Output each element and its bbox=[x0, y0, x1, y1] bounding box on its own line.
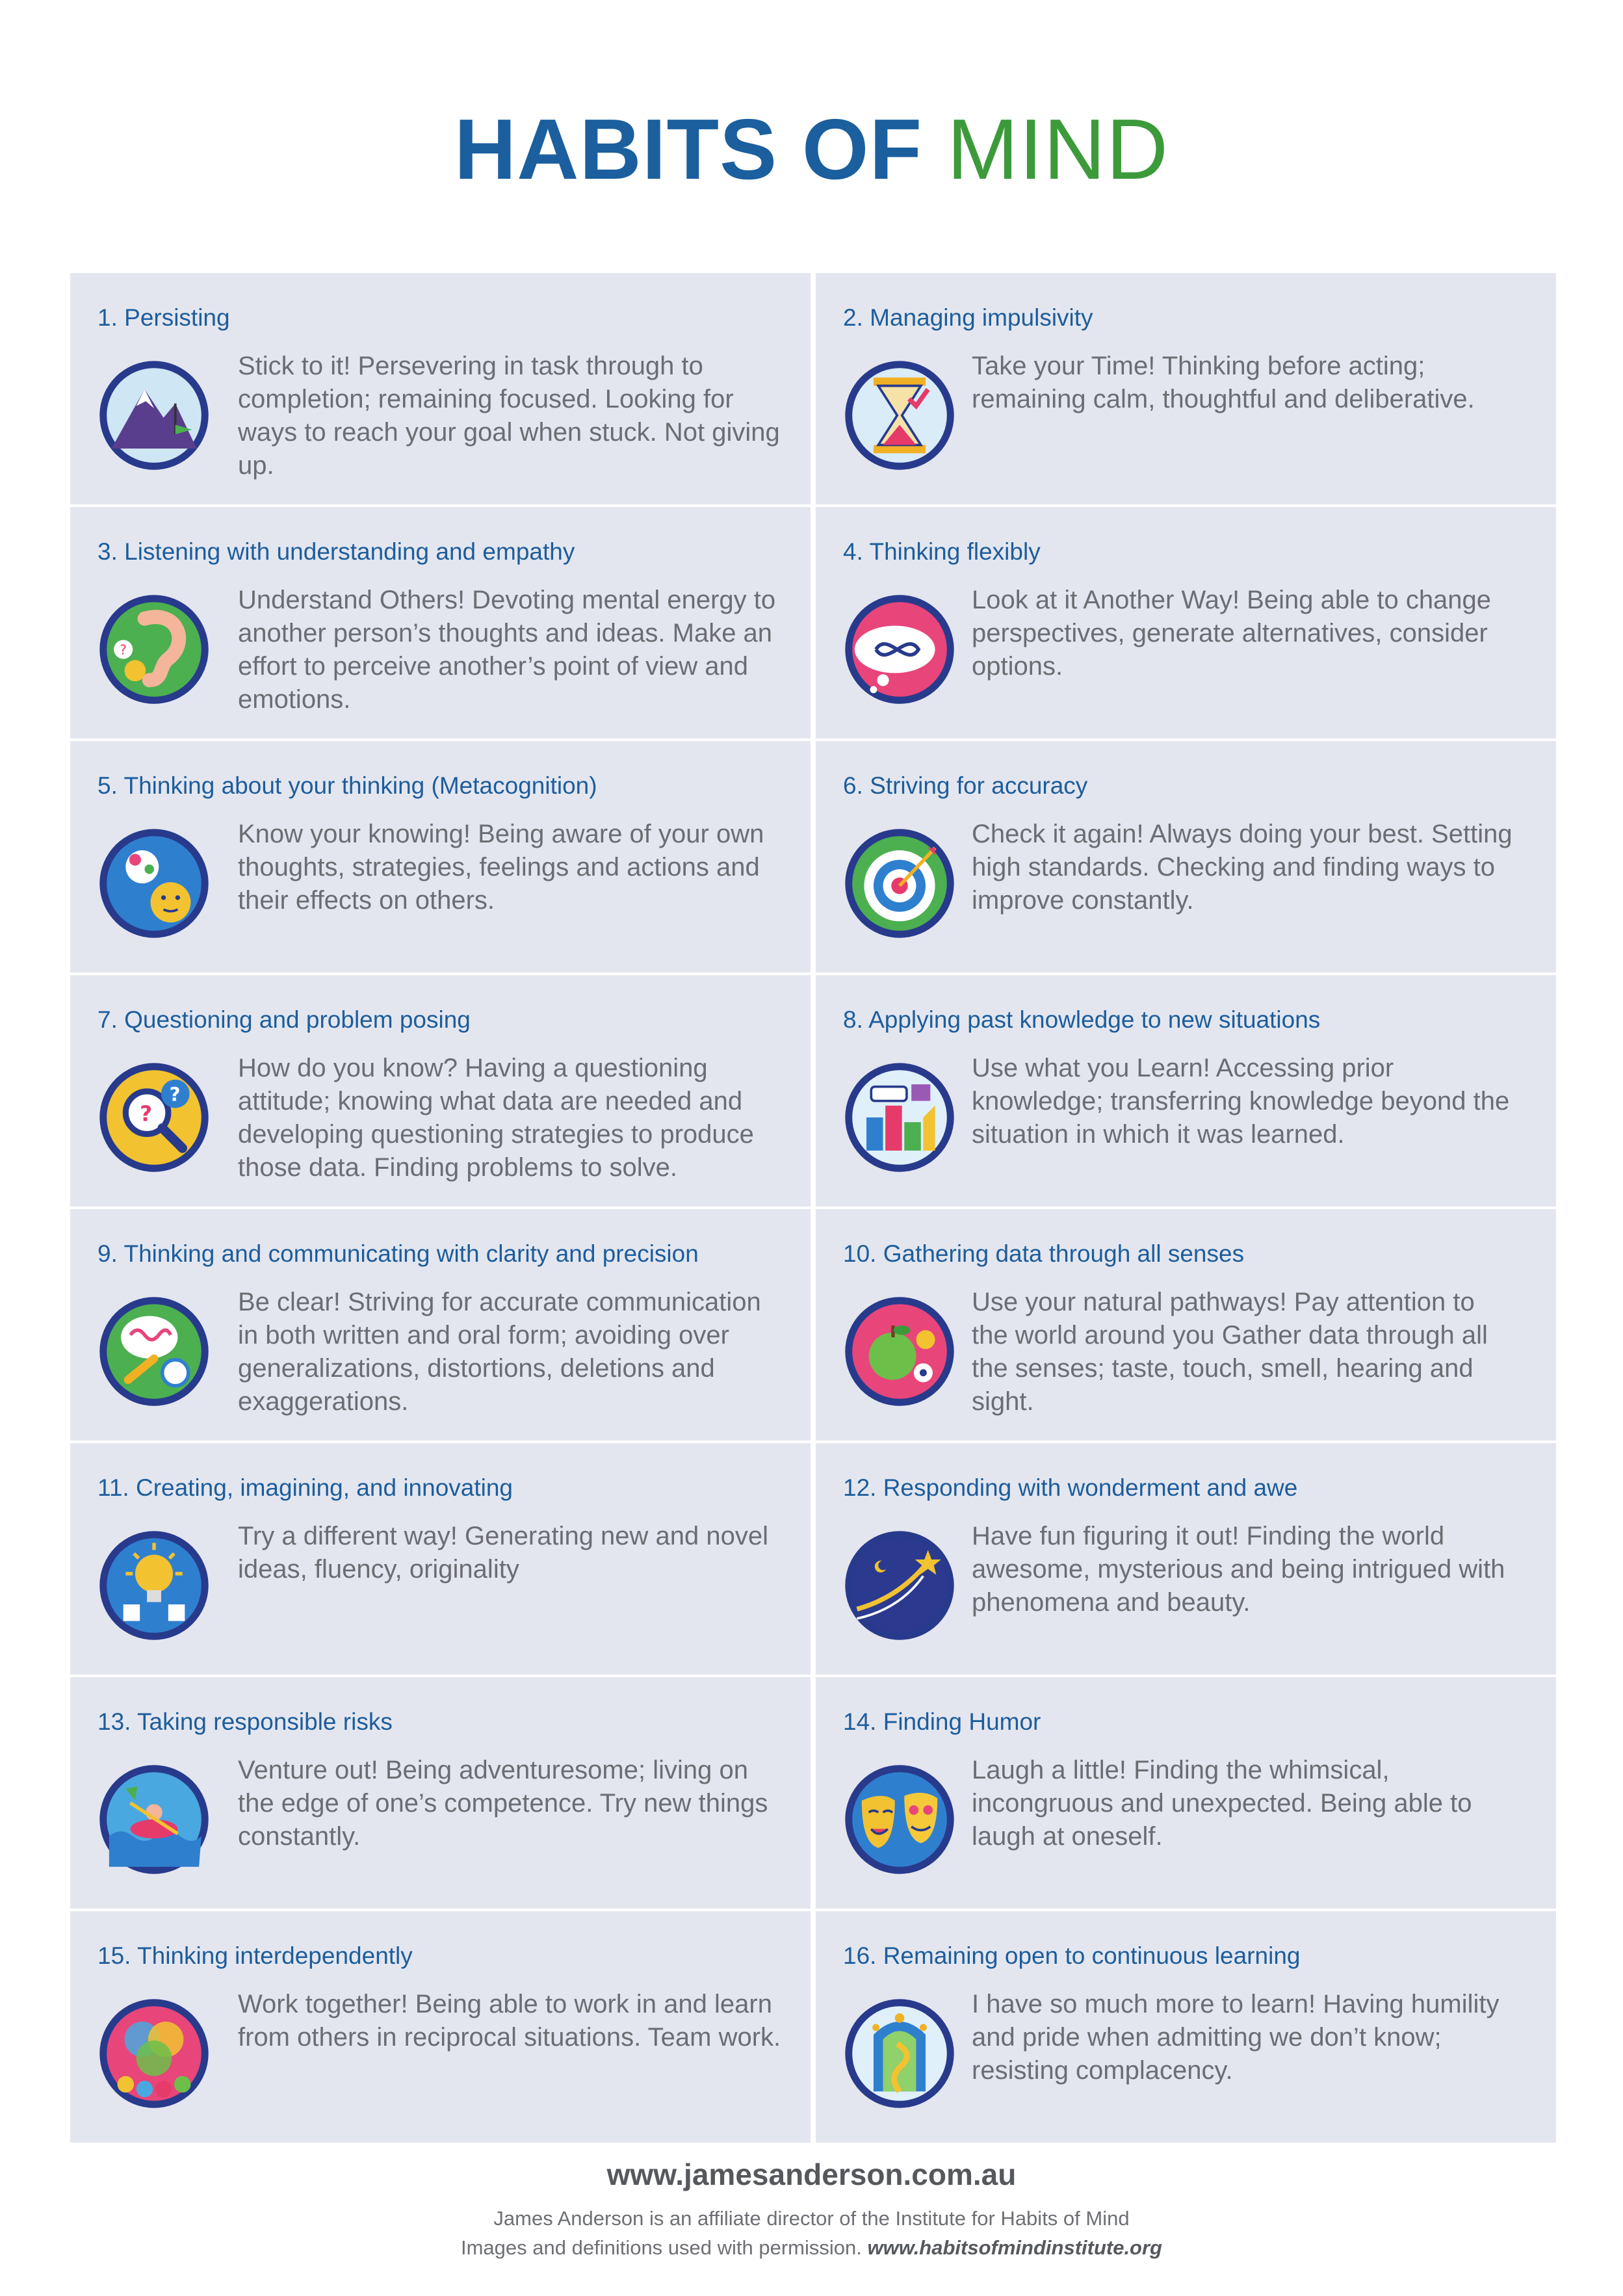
svg-text:?: ? bbox=[120, 642, 127, 658]
svg-text:?: ? bbox=[169, 1083, 181, 1106]
rafting-icon bbox=[95, 1760, 213, 1879]
title-part-habits-of: HABITS OF bbox=[454, 101, 923, 197]
title-part-mind: MIND bbox=[946, 101, 1169, 197]
habit-description: Use your natural pathways! Pay attention to the world around you Gather data through all the senses; taste, touch, smell, hearing and sight. bbox=[972, 1288, 1488, 1416]
habit-heading: 15. Thinking interdependently bbox=[97, 1942, 413, 1969]
building-blocks-icon bbox=[840, 1058, 959, 1177]
habit-heading: 9. Thinking and communicating with clarity and precision bbox=[97, 1240, 699, 1267]
habit-card-continuous-learning bbox=[816, 1911, 1556, 2143]
habit-heading: 1. Persisting bbox=[97, 304, 230, 331]
habit-heading: 2. Managing impulsivity bbox=[843, 304, 1093, 331]
habit-card-thinking-flexibly bbox=[816, 507, 1556, 738]
habit-card-listening-with-empathy bbox=[70, 507, 811, 738]
habit-description: Work together! Being able to work in and learn from others in reciprocal situations. Team work. bbox=[238, 1990, 781, 2052]
habit-description: Have fun figuring it out! Finding the world awesome, mysterious and being intrigued with phenomena and beauty. bbox=[972, 1522, 1505, 1617]
habit-heading: 5. Thinking about your thinking (Metacognition) bbox=[97, 772, 597, 799]
habit-description: Laugh a little! Finding the whimsical, incongruous and unexpected. Being able to laugh at oneself. bbox=[972, 1756, 1472, 1851]
habit-heading: 16. Remaining open to continuous learning bbox=[843, 1942, 1301, 1969]
habit-card-persisting bbox=[70, 273, 811, 504]
habit-heading: 8. Applying past knowledge to new situations bbox=[843, 1006, 1321, 1033]
habit-card-striving-for-accuracy bbox=[816, 741, 1556, 972]
masks-icon bbox=[840, 1760, 959, 1879]
brain-pencil-icon bbox=[95, 1292, 213, 1411]
habit-card-managing-impulsivity bbox=[816, 273, 1556, 504]
habit-heading: 4. Thinking flexibly bbox=[843, 538, 1041, 565]
habit-description: Understand Others! Devoting mental energy to another person’s thoughts and ideas. Make an effort to perceive another’s point of view and emotions. bbox=[238, 586, 776, 714]
habit-description: Look at it Another Way! Being able to change perspectives, generate alternatives, consider options. bbox=[972, 586, 1492, 681]
habit-description: I have so much more to learn! Having humility and pride when admitting we don’t know; resisting complacency. bbox=[972, 1990, 1500, 2085]
svg-text:?: ? bbox=[140, 1101, 153, 1127]
habit-heading: 14. Finding Humor bbox=[843, 1708, 1041, 1735]
habit-heading: 12. Responding with wonderment and awe bbox=[843, 1474, 1298, 1501]
habit-card-clarity-and-precision bbox=[70, 1209, 811, 1441]
page-title bbox=[0, 98, 1623, 202]
mountain-flag-icon bbox=[95, 356, 213, 475]
habit-description: How do you know? Having a questioning attitude; knowing what data are needed and developing questioning strategies to produce those data. Finding problems to solve. bbox=[238, 1054, 754, 1182]
habit-card-wonderment-and-awe bbox=[816, 1443, 1556, 1675]
habit-card-metacognition bbox=[70, 741, 811, 972]
habit-heading: 6. Striving for accuracy bbox=[843, 772, 1088, 799]
habit-card-questioning bbox=[70, 975, 811, 1207]
habit-card-finding-humor bbox=[816, 1677, 1556, 1909]
shooting-star-icon bbox=[840, 1526, 959, 1645]
habit-heading: 10. Gathering data through all senses bbox=[843, 1240, 1245, 1267]
footer-permission-text: Images and definitions used with permission. bbox=[460, 2236, 862, 2259]
footer-permission bbox=[0, 2236, 1623, 2260]
habit-description: Stick to it! Persevering in task through to completion; remaining focused. Looking for ways to reach your goal when stuck. Not giving up. bbox=[238, 352, 780, 480]
habit-description: Venture out! Being adventuresome; living on the edge of one’s competence. Try new things constantly. bbox=[238, 1756, 768, 1851]
habit-heading: 3. Listening with understanding and empathy bbox=[97, 538, 575, 565]
habit-card-responsible-risks bbox=[70, 1677, 811, 1909]
thinking-face-icon bbox=[95, 824, 213, 943]
habit-card-gathering-data-senses bbox=[816, 1209, 1556, 1441]
ear-icon bbox=[95, 590, 213, 709]
habit-card-creating-imagining bbox=[70, 1443, 811, 1675]
target-icon bbox=[840, 824, 959, 943]
apple-senses-icon bbox=[840, 1292, 959, 1411]
footer-institute-link[interactable]: www.habitsofmindinstitute.org bbox=[867, 2236, 1162, 2259]
habit-heading: 11. Creating, imagining, and innovating bbox=[97, 1474, 513, 1501]
habit-description: Try a different way! Generating new and novel ideas, fluency, originality bbox=[238, 1522, 769, 1584]
open-door-path-icon bbox=[840, 1994, 959, 2113]
magnifier-question-icon bbox=[95, 1058, 213, 1177]
habit-description: Know your knowing! Being aware of your own thoughts, strategies, feelings and actions and their effects on others. bbox=[238, 820, 764, 915]
habit-card-applying-past-knowledge bbox=[816, 975, 1556, 1207]
lightbulb-icon bbox=[95, 1526, 213, 1645]
venn-faces-icon bbox=[95, 1994, 213, 2113]
footer-website[interactable]: www.jamesanderson.com.au bbox=[606, 2158, 1017, 2191]
habit-card-thinking-interdependently bbox=[70, 1911, 811, 2143]
habit-heading: 13. Taking responsible risks bbox=[97, 1708, 393, 1735]
habit-heading: 7. Questioning and problem posing bbox=[97, 1006, 471, 1033]
habits-grid bbox=[70, 273, 1556, 2145]
footer-affiliation: James Anderson is an affiliate director of the Institute for Habits of Mind bbox=[493, 2207, 1130, 2230]
habit-description: Be clear! Striving for accurate communication in both written and oral form; avoiding over generalizations, distortions, deletions and exaggerations. bbox=[238, 1288, 761, 1416]
hourglass-icon bbox=[840, 356, 959, 475]
habit-description: Use what you Learn! Accessing prior knowledge; transferring knowledge beyond the situation in which it was learned. bbox=[972, 1054, 1510, 1149]
habit-description: Take your Time! Thinking before acting; remaining calm, thoughtful and deliberative. bbox=[972, 352, 1475, 413]
habit-description: Check it again! Always doing your best. Setting high standards. Checking and finding ways to improve constantly. bbox=[972, 820, 1513, 915]
thought-cloud-icon bbox=[840, 590, 959, 709]
